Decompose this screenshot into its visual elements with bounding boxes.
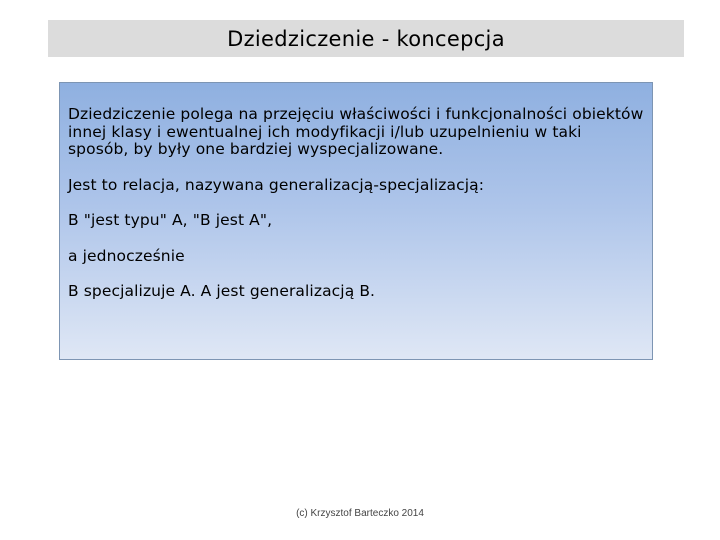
- content-box: [59, 82, 653, 360]
- paragraph-specialization: B specjalizuje A. A jest generalizacją B.: [68, 282, 376, 300]
- paragraph-is-a: B "jest typu" A, "B jest A",: [68, 211, 273, 229]
- paragraph-relation: Jest to relacja, nazywana generalizacją-specjalizacją:: [68, 175, 485, 194]
- slide-title: Dziedziczenie - koncepcja: [227, 26, 505, 51]
- paragraph-definition: Dziedziczenie polega na przejęciu właściwości i funkcjonalności obiektów innej klasy i ewentualnej ich modyfikacji i/lub uzupelnieniu w taki sposób, by były one bardziej wyspecjalizowane.: [68, 105, 644, 158]
- paragraph-simultaneously: a jednocześnie: [68, 246, 185, 265]
- slide-title-bar: [48, 20, 684, 57]
- footer-copyright: (c) Krzysztof Barteczko 2014: [296, 508, 424, 519]
